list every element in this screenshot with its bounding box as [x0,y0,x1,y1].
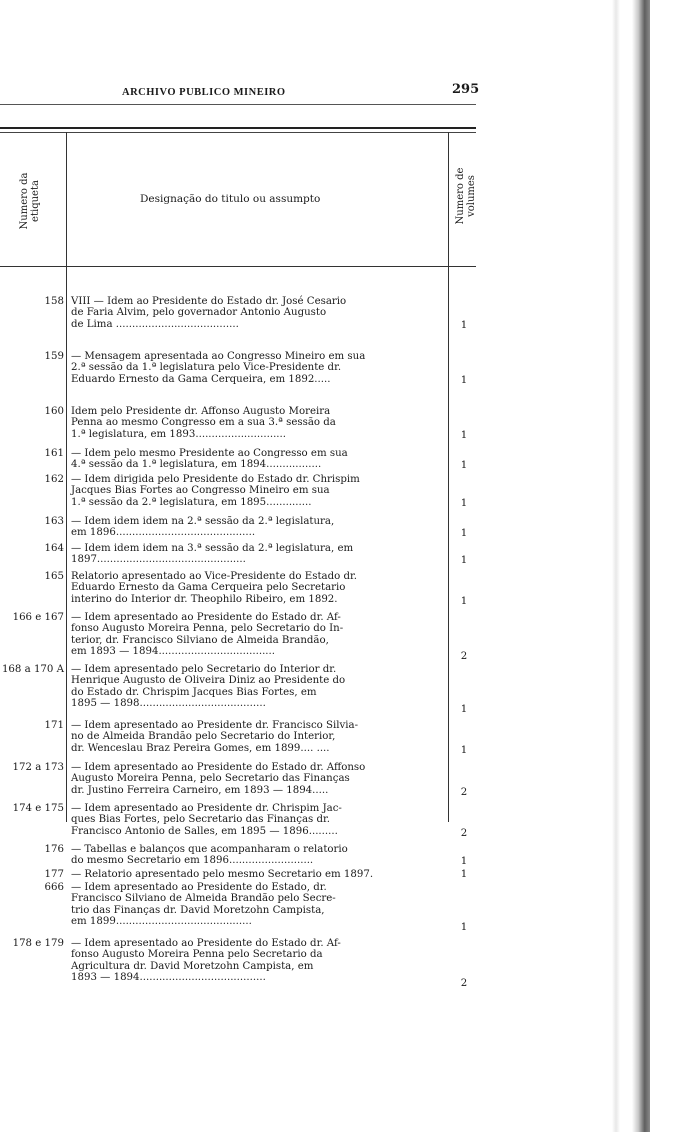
entry-text: Idem pelo Presidente dr. Affonso Augusto Moreira Penna ao mesmo Congresso em a sua 3.ª sessão da 1.ª legislatura, em 1893............................ [71,406,336,440]
entry-volumes: 1 [460,320,468,331]
column-divider-right [448,132,449,822]
page-number: 295 [452,82,480,97]
column-header-number: Numero da etiqueta [19,172,41,230]
entry-number: 163 [44,516,64,527]
entry-number: 161 [44,448,64,459]
entry-text: — Idem apresentado ao Presidente do Estado dr. Af- fonso Augusto Moreira Penna pelo Secretario da Agricultura dr. David Moretzohn Campista, em 1893 — 1894....................................... [71,938,341,984]
entry-text: — Idem dirigida pelo Presidente do Estado dr. Chrispim Jacques Bias Fortes ao Congresso Mineiro em sua 1.ª sessão da 2.ª legislatura, em 1895.............. [71,474,360,508]
entry-volumes: 2 [460,978,468,989]
entry-number: 160 [44,406,64,417]
table-header-rule [0,266,476,267]
entry-number: 666 [44,882,64,893]
entry-number: 158 [44,296,64,307]
entry-number: 166 e 167 [12,612,64,623]
page-gutter-shadow [612,0,620,1132]
entry-text: — Tabellas e balanços que acompanharam o relatorio do mesmo Secretario em 1896.......................... [71,844,348,867]
entry-text: Relatorio apresentado ao Vice-Presidente do Estado dr. Eduardo Ernesto da Gama Cerqueira pelo Secretario interino do Interior dr. Theophilo Ribeiro, em 1892. [71,571,358,605]
entry-volumes: 2 [460,828,468,839]
entry-volumes: 2 [460,787,468,798]
entry-volumes: 1 [460,596,468,607]
entry-text: — Idem idem idem na 2.ª sessão da 2.ª legislatura, em 1896........................................... [71,516,335,539]
entry-volumes: 1 [460,498,468,509]
entry-volumes: 1 [460,528,468,539]
entry-volumes: 1 [460,922,468,933]
entry-text: VIII — Idem ao Presidente do Estado dr. José Cesario de Faria Alvim, pelo governador Antonio Augusto de Lima ...................................... [71,296,347,330]
column-header-volumes: Numero de volumes [455,167,477,225]
entry-volumes: 1 [460,555,468,566]
running-header: ARCHIVO PUBLICO MINEIRO [122,87,286,98]
entry-text: — Idem apresentado pelo Secretario do Interior dr. Henrique Augusto de Oliveira Diniz ao Presidente do do Estado dr. Chrispim Jacques Bias Fortes, em 1895 — 1898....................................... [71,664,346,710]
entry-number: 174 e 175 [12,803,64,814]
entry-text: — Idem apresentado ao Presidente dr. Chrispim Jac- ques Bias Fortes, pelo Secretario das Finanças dr. Francisco Antonio de Salles, em 1895 — 1896......... [71,803,342,837]
entry-text: — Idem apresentado ao Presidente dr. Francisco Silvia- no de Almeida Brandão pelo Secretario do Interior, dr. Wenceslau Braz Pereira Gomes, em 1899.... .... [71,720,359,754]
entry-text: — Idem apresentado ao Presidente do Estado dr. Affonso Augusto Moreira Penna, pelo Secretario das Finanças dr. Justino Ferreira Carneiro, em 1893 — 1894..... [71,762,366,796]
entry-number: 178 e 179 [12,938,64,949]
entry-number: 159 [44,351,64,362]
entry-text: — Idem pelo mesmo Presidente ao Congresso em sua 4.ª sessão da 1.ª legislatura, em 1894................. [71,448,348,471]
entry-volumes: 1 [460,869,468,880]
column-header-title: Designação do titulo ou assumpto [140,193,321,205]
entry-volumes: 1 [460,745,468,756]
page-binding-edge [632,0,650,1132]
table-top-rule [0,127,476,129]
entry-number: 164 [44,543,64,554]
entry-text: — Idem apresentado ao Presidente do Estado, dr. Francisco Silviano de Almeida Brandão pelo Secre- trio das Finanças dr. David Moretzohn Campista, em 1899.......................................... [71,882,336,928]
entry-number: 172 a 173 [12,762,64,773]
entry-number: 177 [44,869,64,880]
column-divider-left [66,132,67,822]
entry-volumes: 1 [460,430,468,441]
entry-number: 171 [44,720,64,731]
table-top-rule-thin [0,132,476,133]
entry-number: 176 [44,844,64,855]
entry-number: 165 [44,571,64,582]
entry-number: 162 [44,474,64,485]
entry-text: — Mensagem apresentada ao Congresso Mineiro em sua 2.ª sessão da 1.ª legislatura pelo Vice-Presidente dr. Eduardo Ernesto da Gama Cerqueira, em 1892..... [71,351,366,385]
entry-volumes: 1 [460,460,468,471]
entry-volumes: 1 [460,375,468,386]
entry-volumes: 1 [460,704,468,715]
entry-text: — Idem apresentado ao Presidente do Estado dr. Af- fonso Augusto Moreira Penna, pelo Secretario do In- terior, dr. Francisco Silviano de Almeida Brandão, em 1893 — 1894.................................... [71,612,344,658]
entry-volumes: 2 [460,651,468,662]
entry-text: — Idem idem idem na 3.ª sessão da 2.ª legislatura, em 1897.............................................. [71,543,354,566]
entry-volumes: 1 [460,856,468,867]
entry-text: — Relatorio apresentado pelo mesmo Secretario em 1897. [71,869,374,880]
entry-number: 168 a 170 A [1,664,64,675]
header-rule [0,104,476,105]
